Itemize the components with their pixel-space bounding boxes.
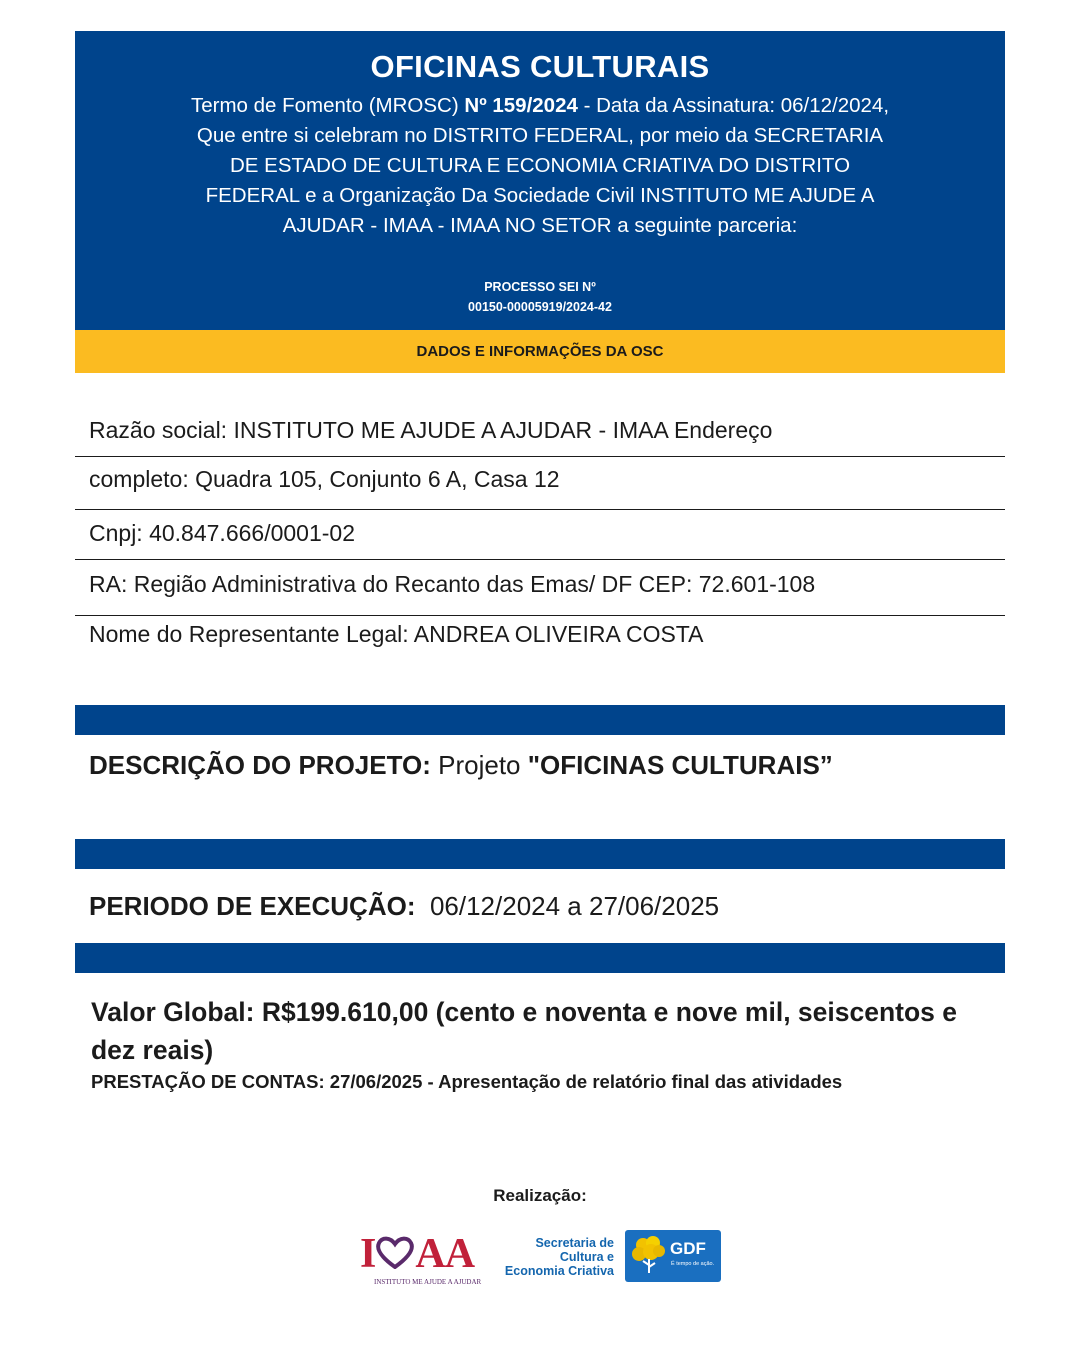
imaa-logo-subtitle: INSTITUTO ME AJUDE A AJUDAR: [374, 1278, 482, 1286]
project-name: "OFICINAS CULTURAIS”: [527, 750, 833, 780]
period-value: 06/12/2024 a 27/06/2025: [429, 891, 720, 921]
global-value: Valor Global: R$199.610,00 (cento e noventa e nove mil, seiscentos e dez reais): [91, 997, 958, 1065]
intro-rest: - Data da Assinatura: 06/12/2024, Que entre si celebram no DISTRITO FEDERAL, por meio da SECRETARIA DE ESTADO DE CULTURA E ECONOMIA CRIATIVA DO DISTRITO FEDERAL e a Organização Da Sociedade Civil INSTITUTO ME AJUDE A AJUDAR - IMAA - IMAA NO SETOR a seguinte parceria:: [196, 94, 890, 237]
document-title: OFICINAS CULTURAIS: [370, 49, 710, 84]
osc-row-ra: RA: Região Administrativa do Recanto das Emas/ DF CEP: 72.601-108: [89, 571, 816, 597]
header-intro: [185, 91, 895, 241]
divider: [75, 615, 1005, 616]
description-prefix: Projeto: [430, 750, 528, 780]
blue-divider-bar: [75, 943, 1005, 973]
process-number: 00150-00005919/2024-42: [468, 300, 612, 314]
intro-number: Nº 159/2024: [464, 94, 578, 117]
secretaria-line: Secretaria de: [535, 1236, 614, 1250]
blue-divider-bar: [75, 705, 1005, 735]
intro-prefix: Termo de Fomento (MROSC): [190, 94, 465, 117]
divider: [75, 456, 1005, 457]
secretaria-line: Economia Criativa: [504, 1264, 614, 1278]
secretaria-cultura-logo: [494, 1236, 614, 1278]
gdf-name: GDF: [670, 1239, 706, 1258]
divider: [75, 509, 1005, 510]
project-description: [89, 750, 833, 781]
osc-row-endereco: completo: Quadra 105, Conjunto 6 A, Casa 12: [89, 466, 560, 492]
process-label: PROCESSO SEI Nº: [484, 280, 596, 294]
gdf-slogan: É tempo de ação.: [671, 1261, 715, 1267]
divider: [75, 559, 1005, 560]
process-info: [75, 277, 1005, 317]
gdf-logo: [625, 1230, 721, 1282]
imaa-logo-letters: I AA: [360, 1231, 475, 1277]
osc-section-heading: DADOS E INFORMAÇÕES DA OSC: [75, 330, 1005, 373]
secretaria-line: Cultura e: [559, 1250, 614, 1264]
description-label: DESCRIÇÃO DO PROJETO:: [89, 750, 431, 780]
execution-period: [89, 891, 719, 922]
osc-row-razao-social: Razão social: INSTITUTO ME AJUDE A AJUDAR - IMAA Endereço: [89, 417, 773, 443]
imaa-logo: [360, 1232, 480, 1290]
accountability-info: PRESTAÇÃO DE CONTAS: 27/06/2025 - Apresentação de relatório final das atividades: [91, 1071, 843, 1092]
ipe-tree-icon: [631, 1235, 667, 1277]
header-banner: [75, 31, 1005, 330]
realizacao-label: Realização:: [493, 1186, 587, 1205]
heart-icon: [375, 1235, 415, 1269]
blue-divider-bar: [75, 839, 1005, 869]
period-label: PERIODO DE EXECUÇÃO:: [89, 891, 416, 921]
osc-row-representante: Nome do Representante Legal: ANDREA OLIVEIRA COSTA: [89, 621, 704, 647]
osc-row-cnpj: Cnpj: 40.847.666/0001-02: [89, 520, 355, 546]
